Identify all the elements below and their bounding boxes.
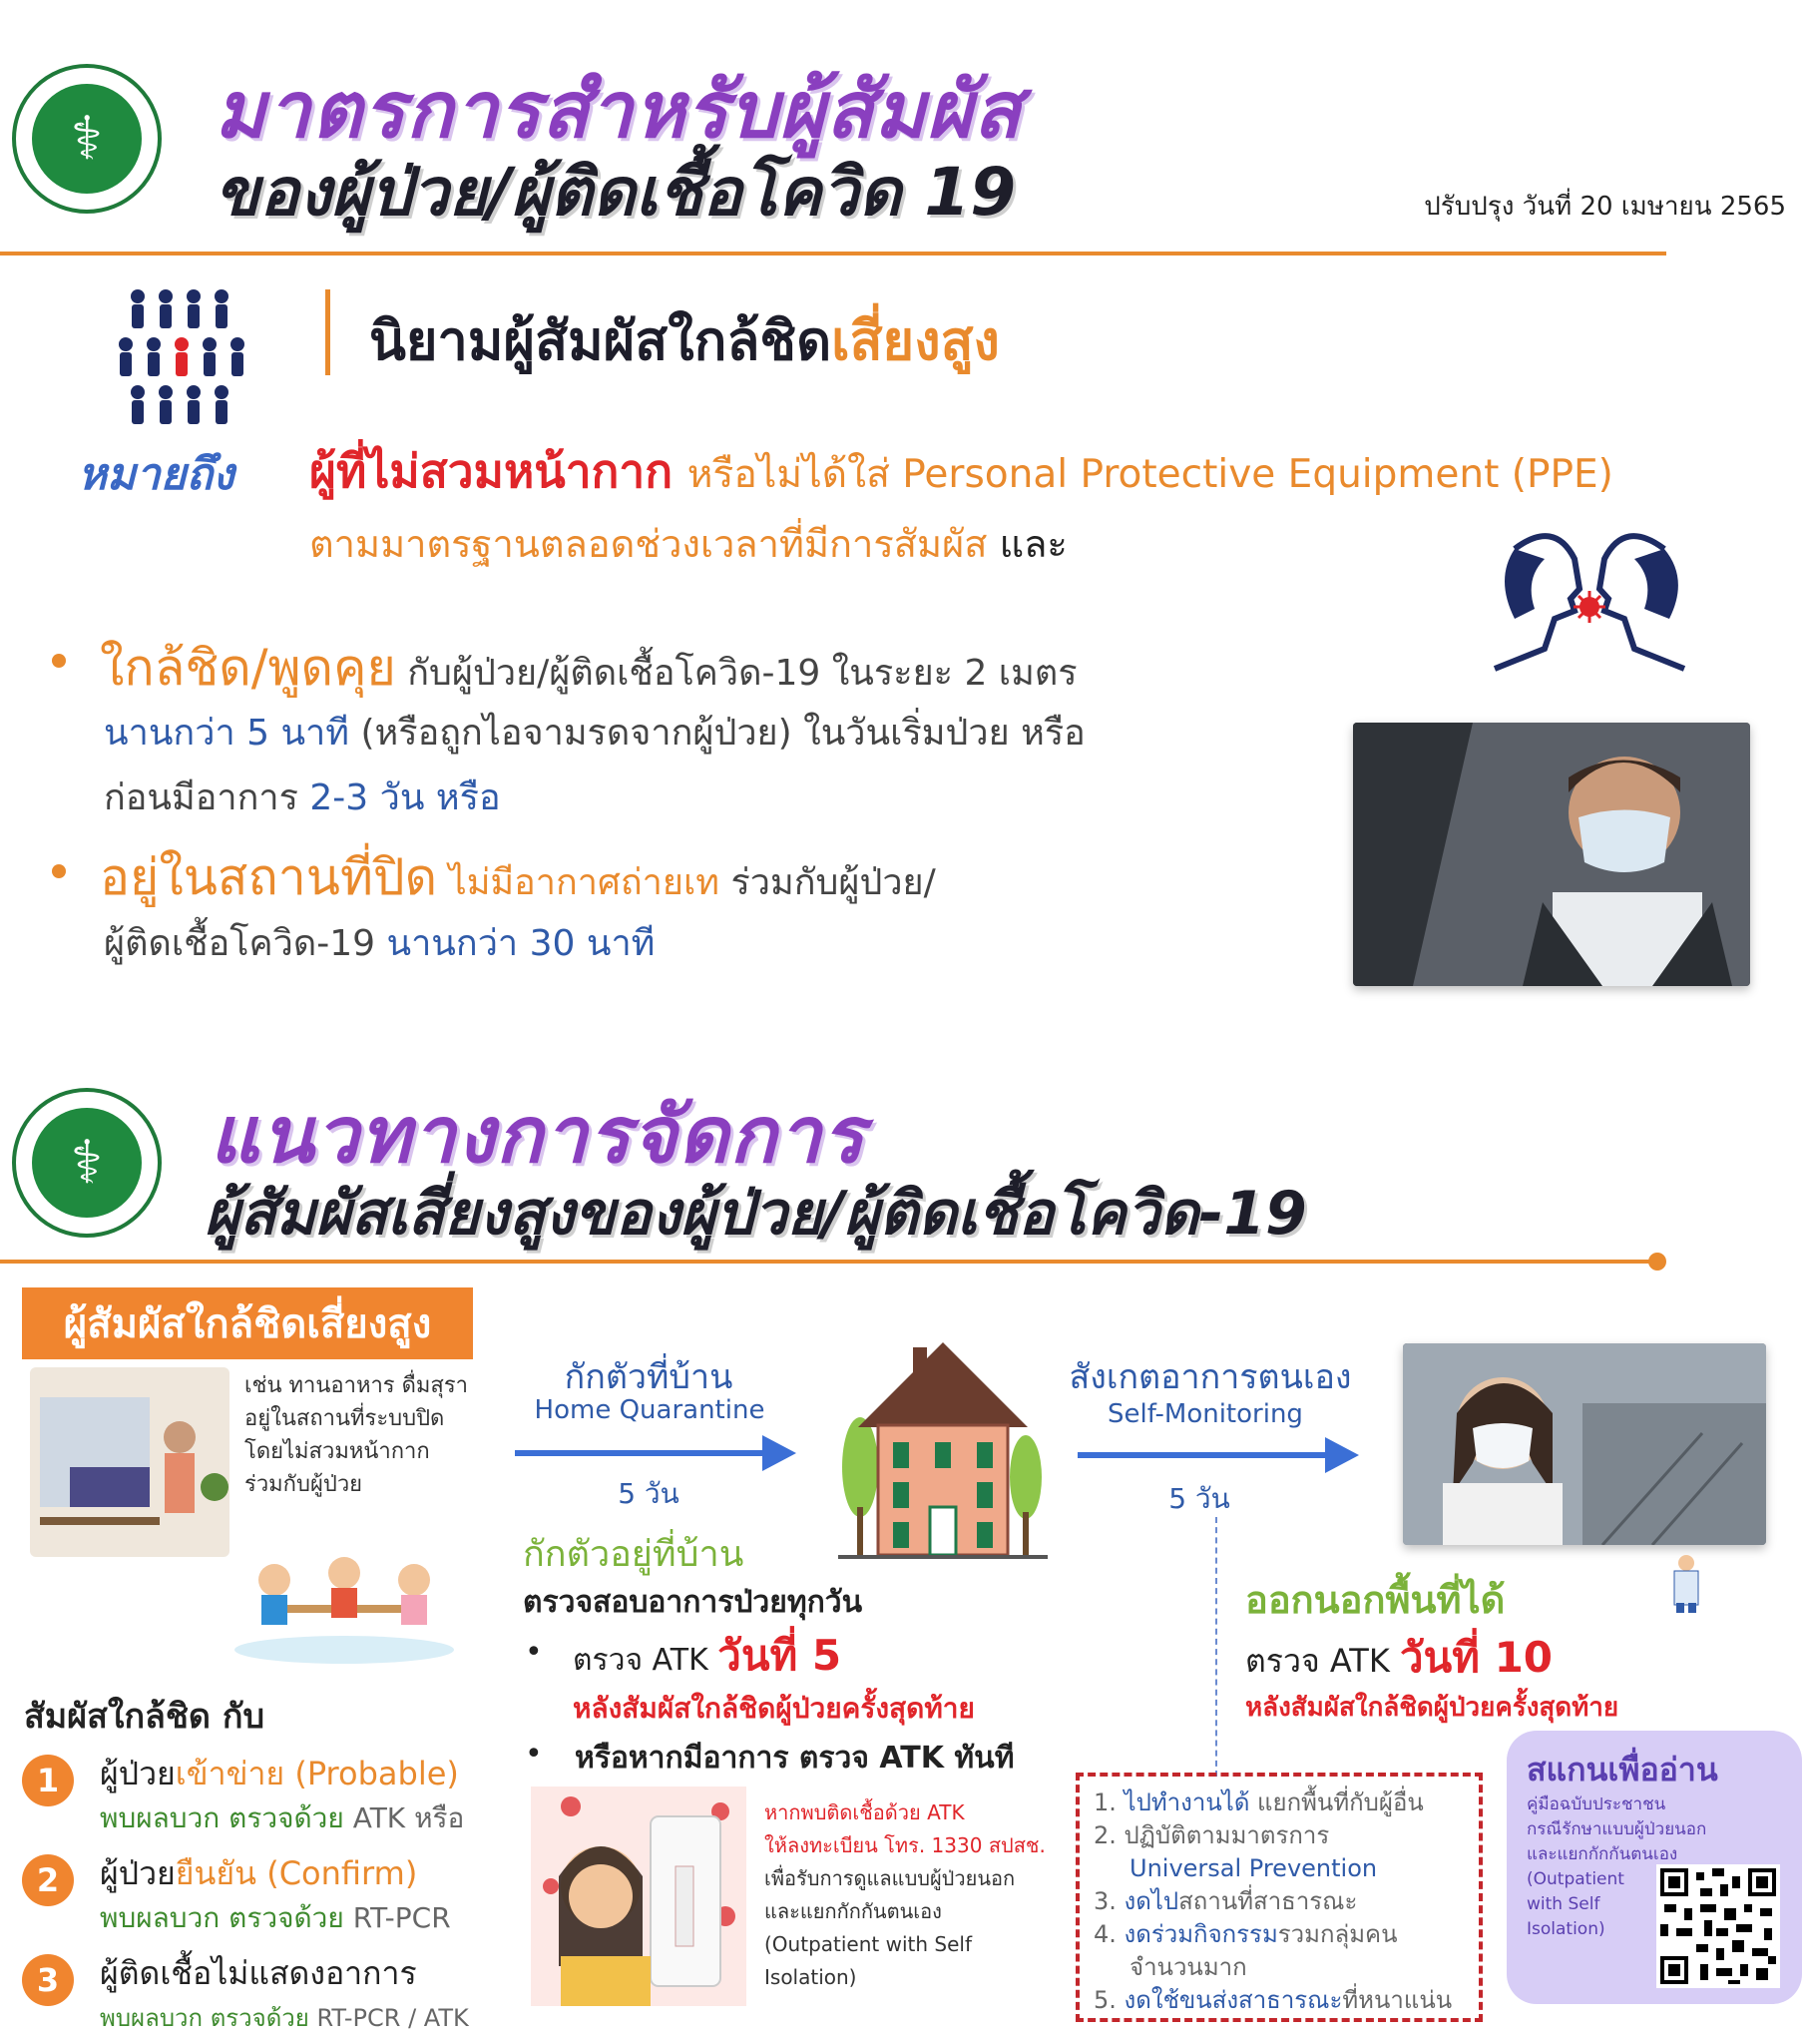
item-3-line1: ผู้ติดเชื้อไม่แสดงอาการ [100,1954,417,1992]
monitoring-days: 5 วัน [1168,1482,1230,1515]
bullet2-line1 [100,838,936,917]
go-out-label: ออกนอกพื้นที่ได้ [1245,1578,1506,1622]
scan-desc-2: กรณีรักษาแบบผู้ป่วยนอก [1527,1819,1707,1839]
quarantine-days: 5 วัน [618,1477,679,1510]
item-2-positive: พบผลบวก ตรวจด้วย [100,1901,344,1934]
rule-4 [1094,1918,1465,1951]
note-line-5: (Outpatient with Self [764,1932,972,1956]
atk-test-illustration [531,1787,746,2006]
management-title-line1: แนวทางการจัดการ [210,1091,865,1181]
no-mask-text: ผู้ที่ไม่สวมหน้ากาก [309,444,674,498]
day10-text: วันที่ 10 [1399,1633,1554,1682]
after-last-contact: หลังสัมผัสใกล้ชิดผู้ป่วยครั้งสุดท้าย [573,1692,975,1725]
rule-4-cont: จำนวนมาก [1129,1953,1247,1981]
rule-5-a: งดใช้ขนส่งสาธารณะ [1124,1986,1343,2014]
home-quarantine-th: กักตัวที่บ้าน [564,1357,733,1397]
scan-title: สแกนเพื่ออ่าน [1527,1751,1718,1788]
atk10-text: ตรวจ ATK [1245,1642,1390,1680]
scan-desc-6: Isolation) [1527,1919,1605,1939]
management-title-line2: ผู้สัมผัสเสี่ยงสูงของผู้ป่วย/ผู้ติดเชื้อโควิด-19 [205,1179,1307,1249]
face-to-face-icon [1475,519,1704,689]
item-1-line1 [100,1749,459,1799]
item-number-3: 3 [22,1954,74,2006]
scan-qr-panel[interactable] [1507,1731,1802,2004]
moph-logo [12,64,162,214]
self-monitoring-th: สังเกตอาการตนเอง [1069,1357,1352,1397]
rule-2-num: 2. [1094,1821,1117,1849]
daily-check-label: ตรวจสอบอาการป่วยทุกวัน [523,1585,863,1620]
bullet-dot-1 [52,653,66,672]
rule-2-b: ปฏิบัติตามมาตรการ [1124,1821,1330,1849]
definition-heading-main: นิยามผู้สัมผัสใกล้ชิด [369,309,832,372]
high-risk-contact-box: ผู้สัมผัสใกล้ชิดเสี่ยงสูง [22,1287,473,1359]
rule-1-a: ไปทำงานได้ [1124,1788,1250,1816]
no-ppe-text: หรือไม่ได้ใส่ Personal Protective Equipment (PPE) [686,452,1613,497]
masked-driver-photo [1353,723,1750,986]
day5-text: วันที่ 5 [717,1631,842,1680]
kids-eating-illustration [229,1545,459,1665]
bullet1-line1 [100,629,1078,708]
bullet1-line2 [104,704,1086,761]
header-divider [0,252,1666,256]
example-4: ร่วมกับผู้ป่วย [244,1472,363,1497]
before-symptom-text: ก่อนมีอาการ [104,777,298,818]
contact-examples [244,1369,468,1501]
rule-universal: Universal Prevention [1129,1854,1378,1882]
rule-2-cont [1094,1852,1465,1885]
note-line-1: หากพบติดเชื้อด้วย ATK [764,1800,965,1824]
bullet1-line3 [104,768,501,825]
rule-5-num: 5. [1094,1986,1117,2014]
rule-5-b: ที่หนาแน่น [1342,1986,1453,2014]
bullet2-line2 [104,914,655,971]
scan-desc-4: (Outpatient [1527,1869,1624,1889]
close-talk-text: ใกล้ชิด/พูดคุย [100,639,396,697]
scan-desc-5: with Self [1527,1894,1600,1914]
means-label: หมายถึง [78,449,234,500]
item-2-test: RT-PCR [352,1901,451,1934]
item-2-confirm: ยืนยัน (Confirm) [175,1854,418,1892]
example-1: เช่น ทานอาหาร ดื่มสุรา [244,1373,468,1398]
bullet-dot-2 [52,863,66,882]
atk-text: ตรวจ ATK [573,1643,708,1678]
moph-logo-2 [12,1088,162,1238]
rule-1-b: แยกพื้นที่กับผู้อื่น [1249,1788,1424,1816]
rule-4-b: รวมกลุ่มคน [1277,1920,1398,1948]
distance-text: กับผู้ป่วย/ผู้ติดเชื้อโควิด-19 ในระยะ 2 เมตร [407,653,1078,694]
item-3-line2 [100,1998,469,2037]
management-divider [0,1260,1656,1264]
no-ventilation-text: ไม่มีอากาศถ่ายเท [448,862,719,903]
qr-code-icon[interactable] [1656,1864,1780,1988]
title-line1: มาตรการสำหรับผู้สัมผัส [215,66,1022,156]
item-1-patient: ผู้ป่วย [100,1755,176,1792]
days-text: 2-3 วัน หรือ [309,777,501,818]
quarantine-arrow-line [515,1450,764,1456]
definition-line2 [309,513,1068,574]
contact-with-label: สัมผัสใกล้ชิด กับ [24,1697,265,1737]
standard-text: ตามมาตรฐานตลอดช่วงเวลาที่มีการสัมผัส [309,522,988,566]
thirty-minutes-text: นานกว่า 30 นาที [386,923,656,964]
five-minutes-text: นานกว่า 5 นาที [104,713,350,754]
house-icon [838,1337,1048,1562]
item-2-line1 [100,1848,417,1899]
example-2: อยู่ในสถานที่ระบบปิด [244,1406,445,1431]
item-1-test: ATK หรือ [352,1801,465,1834]
atk-day10-line [1245,1625,1553,1691]
rule-1-num: 1. [1094,1788,1117,1816]
definition-heading-highlight: เสี่ยงสูง [831,309,1000,372]
people-group-icon [118,284,247,434]
home-quarantine-en: Home Quarantine [534,1395,765,1425]
note-line-2: ให้ลงทะเบียน โทร. 1330 สปสช. [764,1833,1046,1857]
item-1-positive: พบผลบวก ตรวจด้วย [100,1801,344,1834]
stay-home-label: กักตัวอยู่ที่บ้าน [523,1534,744,1575]
rule-4-a: งดร่วมกิจกรรม [1124,1920,1278,1948]
doctor-icon [1666,1553,1706,1613]
note-line-6: Isolation) [764,1965,857,1989]
rule-5 [1094,1984,1465,2017]
note-line-3: เพื่อรับการดูแลแบบผู้ป่วยนอก [764,1866,1016,1890]
scan-desc-1: คู่มือฉบับประชาชน [1527,1794,1666,1814]
atk-positive-note [764,1796,1046,1994]
infected-text: ผู้ติดเชื้อโควิด-19 [104,923,376,964]
item-2-line2 [100,1896,451,1940]
divider-end-dot [1648,1253,1666,1271]
rules-box [1076,1773,1483,2022]
atk-day5-line [573,1623,841,1689]
with-patient-text: ร่วมกับผู้ป่วย/ [730,862,936,903]
monitoring-arrow-head [1325,1437,1359,1473]
rule-4-num: 4. [1094,1920,1117,1948]
caduceus-icon-2: ⚕ [32,1108,142,1218]
if-symptom-line: หรือหากมีอาการ ตรวจ ATK ทันที [575,1741,1015,1776]
cough-text: (หรือถูกไอจามรดจากผู้ป่วย) ในวันเริ่มป่วย หรือ [360,713,1086,754]
scan-desc-3: และแยกกักกันตนเอง [1527,1844,1678,1864]
item-1-line2 [100,1796,464,1840]
item-1-probable: เข้าข่าย (Probable) [175,1755,459,1792]
item-3-positive: พบผลบวก ตรวจด้วย [100,2004,309,2032]
definition-line1 [309,435,1613,508]
bullet-symptom: • [525,1737,543,1772]
after-last-contact-2: หลังสัมผัสใกล้ชิดผู้ป่วยครั้งสุดท้าย [1245,1693,1619,1723]
item-number-1: 1 [22,1755,74,1806]
rule-3-a: งดไป [1124,1887,1179,1915]
closed-place-text: อยู่ในสถานที่ปิด [100,848,438,906]
note-line-4: และแยกกักกันตนเอง [764,1899,942,1923]
self-monitoring-en: Self-Monitoring [1108,1399,1303,1429]
item-3-test: RT-PCR / ATK [316,2004,469,2032]
rule-3 [1094,1885,1465,1918]
and-text: และ [999,522,1068,566]
rule-3-b: สถานที่สาธารณะ [1178,1887,1358,1915]
dashed-connector [1215,1517,1217,1777]
masked-woman-photo [1403,1343,1766,1545]
item-2-patient: ผู้ป่วย [100,1854,176,1892]
heading-bar [325,289,330,375]
title-line2: ของผู้ป่วย/ผู้ติดเชื้อโควิด 19 [215,154,1017,231]
quarantine-arrow-head [762,1435,796,1471]
example-3: โดยไม่สวมหน้ากาก [244,1439,430,1464]
bullet-atk5: • [525,1635,543,1670]
dining-room-illustration [30,1367,229,1557]
item-number-2: 2 [22,1854,74,1906]
monitoring-arrow-line [1078,1452,1327,1458]
rule-2 [1094,1819,1465,1852]
caduceus-icon: ⚕ [32,84,142,194]
updated-date: ปรับปรุง วันที่ 20 เมษายน 2565 [1424,192,1786,222]
rule-3-num: 3. [1094,1887,1117,1915]
definition-heading [369,297,1000,383]
rule-1 [1094,1787,1465,1819]
